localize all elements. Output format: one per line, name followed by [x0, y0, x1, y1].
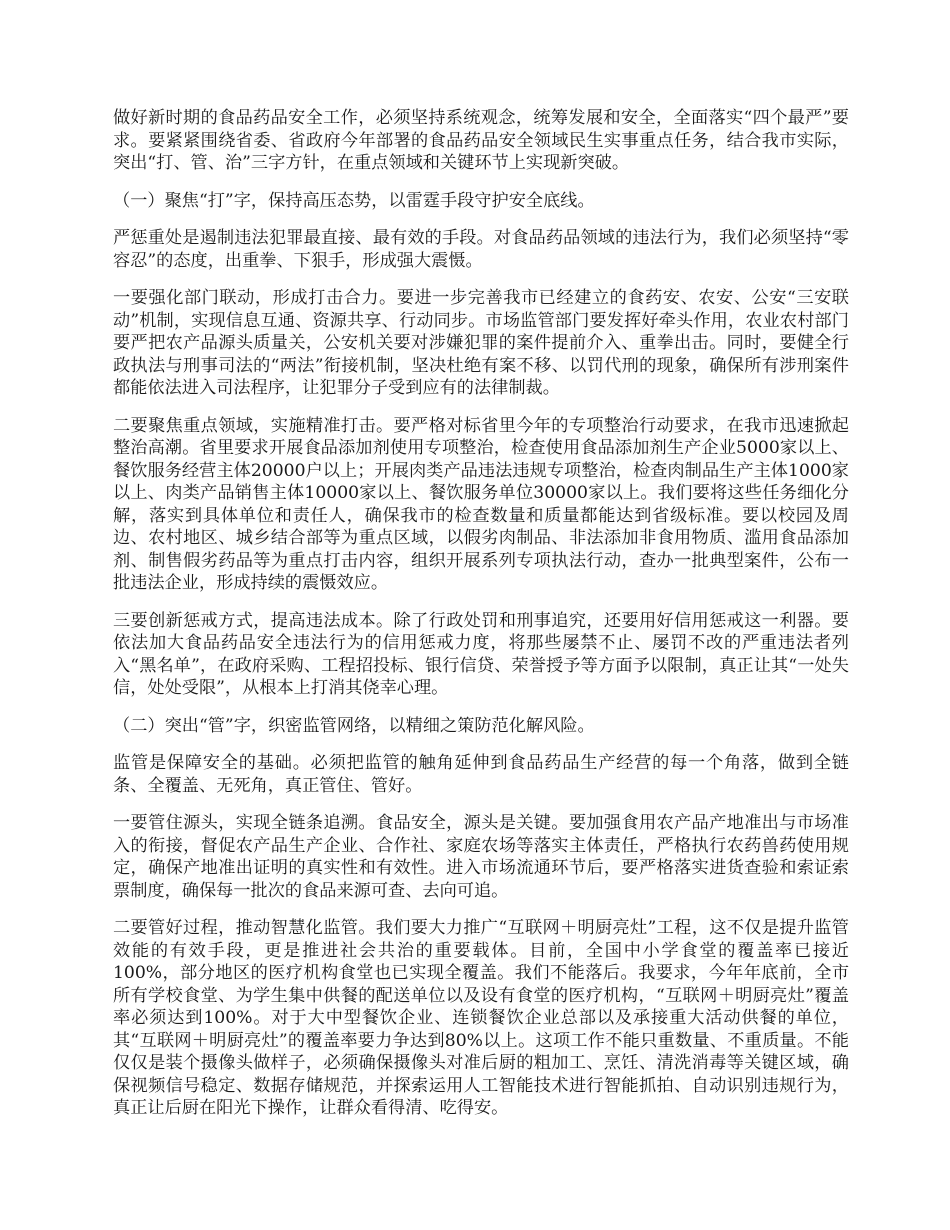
paragraph-guan-point-2: 二要管好过程，推动智慧化监管。我们要大力推广“互联网＋明厨亮灶”工程，这不仅是提升监管效能的有效手段，更是推进社会共治的重要载体。目前，全国中小学食堂的覆盖率已接近100%，部分地区的医疗机构食堂也已实现全覆盖。我们不能落后。我要求，今年年底前，全市所有学校食堂、为学生集中供餐的配送单位以及设有食堂的医疗机构，“互联网＋明厨亮灶”覆盖率必须达到100%。对于大中型餐饮企业、连锁餐饮企业总部以及承接重大活动供餐的单位，其“互联网＋明厨亮灶”的覆盖率要力争达到80%以上。这项工作不能只重数量、不重质量。不能仅仅是装个摄像头做样子，必须确保摄像头对准后厨的粗加工、烹饪、清洗消毒等关键区域，确保视频信号稳定、数据存储规范，并探索运用人工智能技术进行智能抓拍、自动识别违规行为，真正让后厨在阳光下操作，让群众看得清、吃得安。 [113, 918, 849, 1118]
document-body [113, 107, 849, 1135]
paragraph-da-overview: 严惩重处是遏制违法犯罪最直接、最有效的手段。对食品药品领域的违法行为，我们必须坚持“零容忍”的态度，出重拳、下狠手，形成强大震慑。 [113, 228, 849, 271]
paragraph-guan-overview: 监管是保障安全的基础。必须把监管的触角延伸到食品药品生产经营的每一个角落，做到全链条、全覆盖、无死角，真正管住、管好。 [113, 753, 849, 796]
section-heading-da: （一）聚焦“打”字，保持高压态势，以雷霆手段守护安全底线。 [113, 190, 595, 211]
paragraph-da-point-2: 二要聚焦重点领域，实施精准打击。要严格对标省里今年的专项整治行动要求，在我市迅速掀起整治高潮。省里要求开展食品添加剂使用专项整治，检查使用食品添加剂生产企业5000家以上、餐饮服务经营主体20000户以上；开展肉类产品违法违规专项整治，检查肉制品生产主体1000家以上、肉类产品销售主体10000家以上、餐饮服务单位30000家以上。我们要将这些任务细化分解，落实到具体单位和责任人，确保我市的检查数量和质量都能达到省级标准。要以校园及周边、农村地区、城乡结合部等为重点区域，以假劣肉制品、非法添加非食用物质、滥用食品添加剂、制售假劣药品等为重点打击内容，组织开展系列专项执法行动，查办一批典型案件，公布一批违法企业，形成持续的震慑效应。 [113, 415, 849, 593]
paragraph-da-point-3: 三要创新惩戒方式，提高违法成本。除了行政处罚和刑事追究，还要用好信用惩戒这一利器。要依法加大食品药品安全违法行为的信用惩戒力度，将那些屡禁不止、屡罚不改的严重违法者列入“黑名单”，在政府采购、工程招投标、银行信贷、荣誉授予等方面予以限制，真正让其“一处失信，处处受限”，从根本上打消其侥幸心理。 [113, 610, 849, 698]
section-heading-guan: （二）突出“管”字，织密监管网络，以精细之策防范化解风险。 [113, 715, 595, 736]
paragraph-guan-point-1: 一要管住源头，实现全链条追溯。食品安全，源头是关键。要加强食用农产品产地准出与市场准入的衔接，督促农产品生产企业、合作社、家庭农场等落实主体责任，严格执行农药兽药使用规定，确保产地准出证明的真实性和有效性。进入市场流通环节后，要严格落实进货查验和索证索票制度，确保每一批次的食品来源可查、去向可追。 [113, 813, 849, 901]
intro-paragraph: 做好新时期的食品药品安全工作，必须坚持系统观念，统筹发展和安全，全面落实“四个最严”要求。要紧紧围绕省委、省政府今年部署的食品药品安全领域民生实事重点任务，结合我市实际，突出“打、管、治”三字方针，在重点领域和关键环节上实现新突破。 [113, 108, 849, 173]
paragraph-da-point-1: 一要强化部门联动，形成打击合力。要进一步完善我市已经建立的食药安、农安、公安“三安联动”机制，实现信息互通、资源共享、行动同步。市场监管部门要发挥好牵头作用，农业农村部门要严把农产品源头质量关，公安机关要对涉嫌犯罪的案件提前介入、重拳出击。同时，要健全行政执法与刑事司法的“两法”衔接机制，坚决杜绝有案不移、以罚代刑的现象，确保所有涉刑案件都能依法进入司法程序，让犯罪分子受到应有的法律制裁。 [113, 288, 849, 398]
